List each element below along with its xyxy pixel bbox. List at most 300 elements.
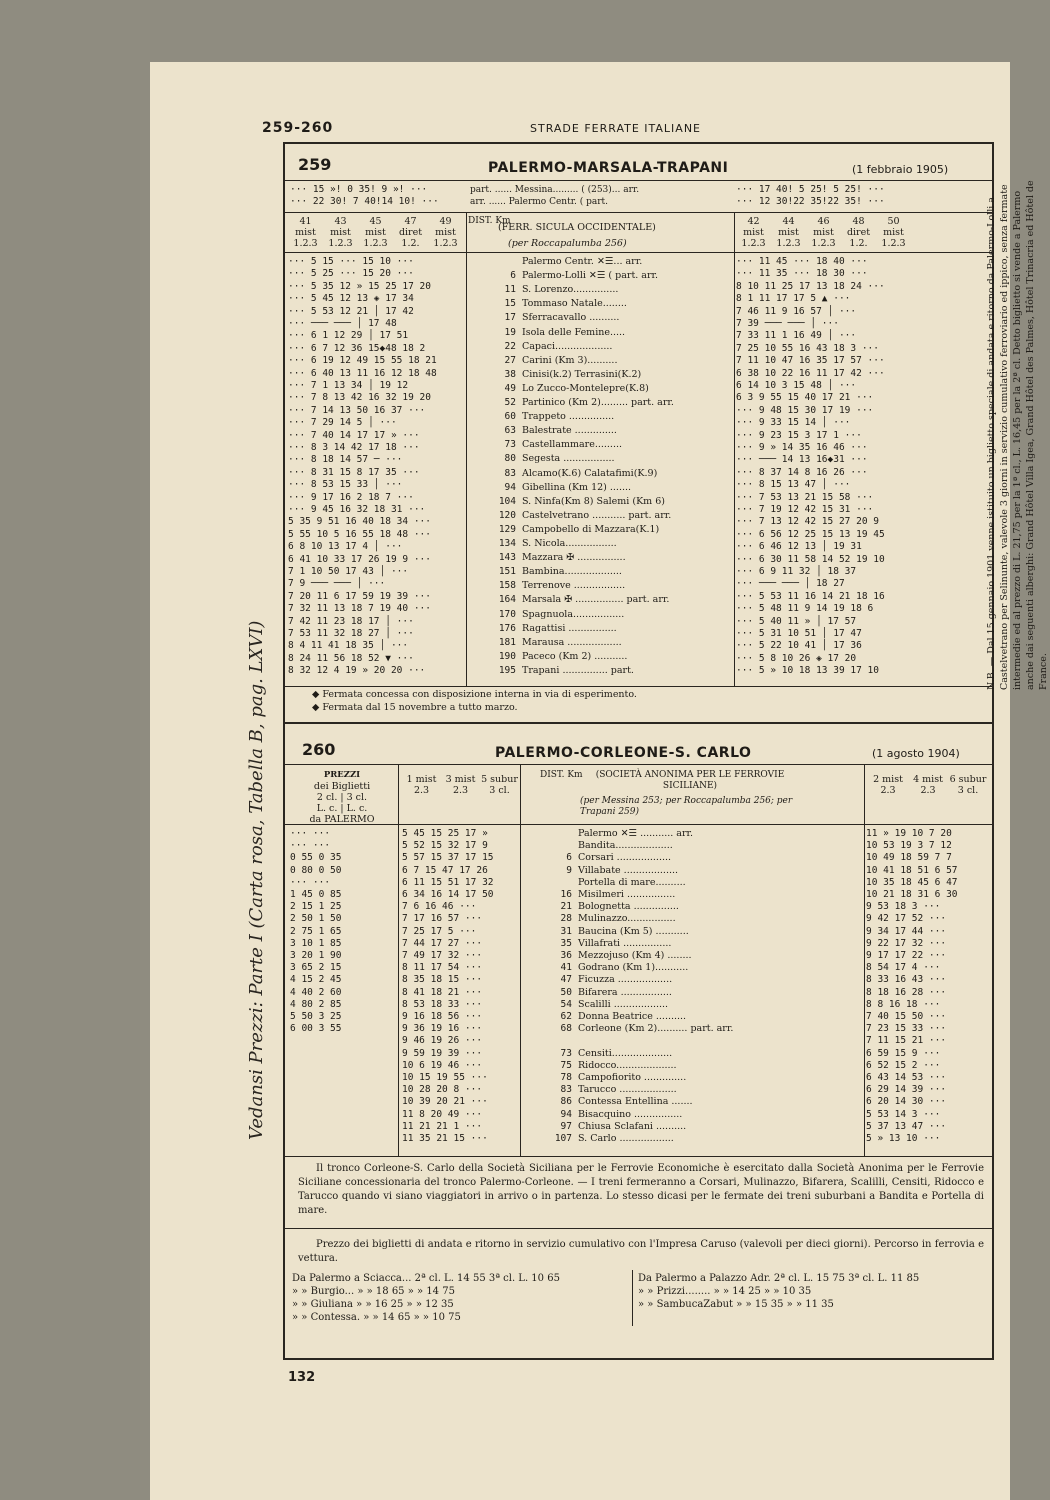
table-row: 6 00 3 55 [290,1023,342,1035]
table-row: ··· 8 37 14 8 16 26 ··· [736,466,868,478]
divider [632,1270,633,1326]
page-numbers: 259-260 [262,120,334,136]
table-row: 47 [560,974,572,986]
table-row: Isola delle Femine..... [522,326,626,338]
table260-date: (1 agosto 1904) [872,747,960,760]
rule [285,1156,992,1157]
table-row: 3 65 2 15 [290,962,342,974]
table-row: 151 [498,566,516,578]
table-row: Bandita................... [578,840,673,852]
table-row: 83 [504,467,516,479]
table-row: 7 1 10 50 17 43 │ ··· [288,566,409,577]
table-row: 7 53 11 32 18 27 │ ··· [288,628,414,639]
table-row: 7 11 10 47 16 35 17 57 ··· [736,355,885,367]
table-row: ··· 8 15 13 47 │ ··· [736,479,851,491]
table-row: 6 11 15 51 17 32 [402,876,494,888]
table-row: Ridocco.................... [578,1059,677,1071]
table260-fares-left: Da Palermo a Sciacca... 2ª cl. L. 14 55 3ª cl. L. 10 65 » » Burgio... » » 18 65 » » 14 75 » » Giuliana » » 16 25 » » 12 35 » » Contessa. » » 14 65 » » 10 75 [292,1273,560,1323]
table-row: 10 39 20 21 ··· [402,1096,488,1108]
column-head: 1 mist 2.3 [406,774,437,796]
table-row: ··· 5 8 10 26 ◈ 17 20 [736,652,857,664]
table-row: 8 8 16 18 ··· [866,998,941,1010]
table-row: 6 20 14 30 ··· [866,1096,947,1108]
table-row: 54 [560,998,572,1010]
table-row: 15 [504,298,516,310]
table-row: 8 4 11 41 18 35 │ ··· [288,640,409,652]
table-row: 8 18 16 28 ··· [866,986,947,998]
table-row: ··· 9 23 15 3 17 1 ··· [736,429,862,441]
table-row: Chiusa Sclafani .......... [578,1120,687,1132]
table-row: 75 [560,1059,572,1071]
table-row: ··· 5 53 11 16 14 21 18 16 [736,590,885,602]
table-row: ··· 6 7 12 36 15◆48 18 2 [288,342,426,354]
column-head: 49 mist 1.2.3 [433,216,458,249]
table-row: 7 20 11 6 17 59 19 39 ··· [288,590,431,602]
table-row: ··· 6 46 12 13 │ 19 31 [736,541,862,553]
table-row: 2 15 1 25 [290,901,342,913]
table-row: 7 11 15 21 ··· [866,1035,947,1047]
table-row: ··· 5 45 12 13 ◈ 17 34 [288,293,414,305]
table-row: 9 22 17 32 ··· [866,937,947,949]
table-row: 10 53 19 3 7 12 [866,840,952,852]
table-row: 49 [504,382,516,394]
table-row: Campobello di Mazzara(K.1) [522,523,660,535]
page-footer-number: 132 [288,1370,316,1385]
table-row: Mezzojuso (Km 4) ........ [578,950,692,961]
table-row: 10 15 19 55 ··· [402,1072,488,1083]
table260-km [524,828,572,1148]
table-row: 164 [498,594,516,606]
side-note-text: Vedansi Prezzi: Parte I (Carta rosa, Tabella B, pag. LXVI) [246,620,267,1140]
table-row: 10 35 18 45 6 47 [866,876,958,888]
table-row: ··· 5 35 12 » 15 25 17 20 [288,280,431,292]
table-row: ··· 7 29 14 5 │ ··· [288,417,397,429]
table-row: S. Nicola................. [522,538,617,549]
table-row: Bambina................... [522,566,622,578]
table-row: 83 [560,1084,572,1096]
table-row: ··· 9 48 15 30 17 19 ··· [736,404,874,416]
table-row: Bisacquino ................ [578,1108,683,1120]
table-row: 11 21 21 1 ··· [402,1120,483,1132]
page-header [262,118,1002,140]
table-row: ··· 9 45 16 32 18 31 ··· [288,504,426,515]
table-row: 9 59 19 39 ··· [402,1047,483,1059]
column-head: 46 mist 1.2.3 [811,216,836,249]
table-row: 27 [504,354,516,366]
table260-remark: Il tronco Corleone-S. Carlo della Società Siciliana per le Ferrovie Economiche è esercitato dalla Società Anonima per le Ferrovie Siciliane concessionaria del tronco Palermo-Corleone. — I treni fermeranno a Corsari, Mulinazzo, Bifarera, Scalilli, Censiti, Ridocco e Tarucco quando vi siano viaggiatori in arrivo o in partenza. Lo stesso dicasi per le fermate dei treni suburbani a Bandita e Portella di mare. [298,1163,984,1216]
table-row: 7 46 11 9 16 57 │ ··· [736,305,857,317]
table-row: 7 17 16 57 ··· [402,913,483,925]
table-row: 1 45 0 85 [290,889,342,900]
table-row: 63 [504,425,516,437]
table-row: 5 45 15 25 17 » [402,828,488,839]
table-row: 10 28 20 8 ··· [402,1084,483,1096]
table-row: 94 [560,1108,572,1120]
table259-title: PALERMO-MARSALA-TRAPANI [488,160,729,176]
table-row: 170 [498,608,516,620]
table-row: 5 57 15 37 17 15 [402,852,494,864]
column-head: 3 mist 2.3 [445,774,476,796]
column-head: 4 mist 2.3 [913,774,943,796]
table-row: 50 [560,986,572,998]
table-row: 4 40 2 60 [290,986,342,998]
table260-prices-head: PREZZI dei Biglietti 2 cl. | 3 cl. L. c. | L. c. da PALERMO [309,770,375,825]
table-row: Campofiorito .............. [578,1072,687,1083]
table-row: 11 8 20 49 ··· [402,1108,483,1120]
table-row: 8 54 17 4 ··· [866,962,941,974]
table-row: 21 [560,901,572,913]
table-row: ··· 7 19 12 42 15 31 ··· [736,504,874,515]
table-row: 120 [498,509,516,521]
table260-number: 260 [302,740,336,759]
table-row: 7 32 11 13 18 7 19 40 ··· [288,603,431,615]
table-row: 7 49 17 32 ··· [402,950,483,961]
table-row: 5 37 13 47 ··· [866,1120,947,1132]
table-row: Castelvetrano ........... part. arr. [522,509,672,521]
table-row: Corleone (Km 2).......... part. arr. [578,1023,734,1035]
table-row: 16 [560,889,572,900]
table-row: 9 53 18 3 ··· [866,901,941,913]
table-row: 9 36 19 16 ··· [402,1023,483,1035]
table-row: ··· 7 8 13 42 16 32 19 20 [288,392,431,404]
table-row: Baucina (Km 5) ........... [578,925,689,937]
table-row: Mazzara ✠ ................ [522,552,626,564]
table-row: 9 17 17 22 ··· [866,950,947,961]
table-row: Villafrati ................ [578,937,672,949]
table-row: 195 [498,664,516,676]
table-row: 35 [560,937,572,949]
table-row: ··· 7 40 14 17 17 » ··· [288,429,420,441]
table-row: 6 43 14 53 ··· [866,1072,947,1083]
table259-stations [522,256,732,680]
table-row: ··· 5 22 10 41 │ 17 36 [736,640,862,652]
table-row: 6 14 10 3 15 48 │ ··· [736,380,857,391]
table-row: 5 53 14 3 ··· [866,1108,941,1120]
table-row: 2 50 1 50 [290,913,342,925]
table-row: 10 49 18 59 7 7 [866,852,952,864]
column-head: 45 mist 1.2.3 [363,216,388,249]
column-head: 43 mist 1.2.3 [328,216,353,249]
table-row: 9 16 18 56 ··· [402,1011,483,1022]
table-row: Palermo Centr. ✕☰... arr. [522,256,643,267]
table-row: 22 [504,340,516,352]
table-row: 9 46 19 26 ··· [402,1035,483,1047]
table-row: 7 44 17 27 ··· [402,937,483,949]
table-row: Donna Beatrice .......... [578,1011,687,1022]
table-row: Contessa Entellina ....... [578,1096,693,1108]
table-row: Terrenove ................. [522,580,626,592]
table-row: 3 20 1 90 [290,950,342,961]
table-row: 10 41 18 51 6 57 [866,864,958,876]
table260-left-times [402,828,520,1148]
table-row: 158 [498,580,516,592]
table259-left-times [288,256,466,680]
table260-title: PALERMO-CORLEONE-S. CARLO [495,745,752,761]
table-row: 6 34 16 14 17 50 [402,889,494,900]
table-row: 73 [560,1047,572,1059]
column-head: 50 mist 1.2.3 [881,216,906,249]
table-row: 7 25 10 55 16 43 18 3 ··· [736,342,879,354]
table-row: 176 [498,622,516,634]
table-row: 10 21 18 31 6 30 [866,889,958,900]
table-row: 6 52 15 2 ··· [866,1059,941,1071]
table-row: 5 55 10 5 16 55 18 48 ··· [288,528,431,540]
table-row: ··· 7 14 13 50 16 37 ··· [288,404,426,416]
table-row: Scalilli .................. [578,998,669,1010]
table-row: ··· 8 3 14 42 17 18 ··· [288,442,420,453]
running-title: STRADE FERRATE ITALIANE [530,122,702,135]
table-row: 6 3 9 55 15 40 17 21 ··· [736,392,874,404]
rule [285,686,992,687]
table-row: Corsari .................. [578,852,672,864]
table260-prices [290,828,398,1148]
column-head: 42 mist 1.2.3 [741,216,766,249]
table-row: Tarucco ................... [578,1084,677,1096]
table-row: Balestrate .............. [522,425,617,437]
table-row: S. Ninfa(Km 8) Salemi (Km 6) [522,495,665,507]
table-row: 134 [498,538,516,549]
table-row: 11 35 21 15 ··· [402,1133,488,1144]
table-row: 9 42 17 52 ··· [866,913,947,925]
column-head: 6 subur 3 cl. [949,774,987,796]
table-row: 8 35 18 15 ··· [402,974,483,986]
table-row: ··· 5 40 11 » │ 17 57 [736,615,857,627]
table-row: ··· 9 » 14 35 16 46 ··· [736,442,868,453]
table-row: 181 [498,636,516,648]
table-row: Villabate .................. [578,864,679,876]
table-row: ··· 5 25 ··· 15 20 ··· [288,268,414,280]
table-row: 7 39 ─── ─── │ ··· [736,318,839,329]
rule [285,180,992,181]
table-row: Sferracavallo .......... [522,312,620,324]
table-row: 8 41 18 21 ··· [402,986,483,998]
table-row: Trapani ............... part. [522,664,634,676]
table-row: 8 10 11 25 17 13 18 24 ··· [736,280,885,292]
table-row: ··· 8 53 15 33 │ ··· [288,479,403,491]
column-head: 48 diret 1.2. [846,216,871,249]
table-row: 60 [504,411,516,423]
table-row: 62 [560,1011,572,1022]
table-row: ··· 6 40 13 11 16 12 18 48 [288,367,437,379]
table-row: Marausa .................. [522,636,622,648]
table260-right-times [866,828,990,1148]
table-row: ··· ─── ─── │ 18 27 [736,578,845,590]
table-row: 97 [560,1120,572,1132]
table-row: 6 59 15 9 ··· [866,1047,941,1059]
table-row: 3 10 1 85 [290,937,342,949]
table-row: ··· ··· [290,840,331,852]
table-row: 7 6 16 46 ··· [402,901,477,913]
table-row: 129 [498,523,516,535]
table-row: 107 [554,1133,572,1144]
table-row: S. Lorenzo............... [522,284,619,296]
divider [466,212,467,686]
table-row: 31 [560,925,572,937]
table-row: 28 [560,913,572,925]
table-row: ··· ··· [290,876,331,888]
rule [285,252,992,253]
table-row: 2 75 1 65 [290,925,342,937]
table-row: Palermo-Lolli ✕☰ ( part. arr. [522,270,659,282]
table-row: ··· 11 35 ··· 18 30 ··· [736,268,868,280]
table-row: 10 6 19 46 ··· [402,1059,483,1071]
table-row: ··· ─── 14 13 16◆31 ··· [736,454,868,466]
table-row: 6 41 10 33 17 26 19 9 ··· [288,553,431,565]
table-row: 6 29 14 39 ··· [866,1084,947,1096]
table-row: 41 [560,962,572,974]
table-row: 11 [504,284,516,296]
table-row: 4 15 2 45 [290,974,342,986]
rule [285,212,992,213]
table260-fare-title: Prezzo dei biglietti di andata e ritorno in servizio cumulativo con l'Impresa Caruso (valevoli per dieci giorni). Percorso in ferrovia e vettura. [298,1239,984,1264]
table-row: Cinisi(k.2) Terrasini(K.2) [522,368,642,380]
table-row: Tommaso Natale........ [522,298,627,310]
table-row: ··· 6 30 11 58 14 52 19 10 [736,553,885,565]
table-row: Godrano (Km 1)........... [578,962,689,974]
rule [285,764,992,765]
table-row: ··· 7 1 13 34 │ 19 12 [288,380,409,391]
table-row: Alcamo(K.6) Calatafimi(K.9) [522,467,658,479]
table-row: 52 [504,397,516,408]
table-row: 73 [504,439,516,451]
table-row: Castellammare......... [522,439,623,451]
table-row: 68 [560,1023,572,1035]
table260-stations [578,828,864,1148]
table-row: 7 23 15 33 ··· [866,1023,947,1035]
rule [285,824,992,825]
table-row: 78 [560,1072,572,1083]
column-head: 47 diret 1.2. [398,216,423,249]
table-row: Paceco (Km 2) ........... [522,650,628,662]
table-row: 5 52 15 32 17 9 [402,840,488,852]
table259-number: 259 [298,155,332,174]
divider [520,764,521,1156]
column-head: 44 mist 1.2.3 [776,216,801,249]
table-row: 38 [504,368,516,380]
table-row: 7 25 17 5 ··· [402,925,477,937]
table-row: Marsala ✠ ................ part. arr. [522,594,670,606]
table-row: ··· 5 31 10 51 │ 17 47 [736,628,862,639]
rule [285,722,992,724]
table-row: 8 24 11 56 18 52 ▼ ··· [288,652,414,664]
table259-km [472,256,516,680]
table-row: S. Carlo .................. [578,1133,674,1144]
table-row: Palermo ✕☰ ........... arr. [578,828,694,839]
table-row: Lo Zucco-Montelepre(K.8) [522,382,649,394]
table-row: Segesta ................. [522,453,615,465]
table-row: Censiti.................... [578,1047,673,1059]
table-row: 19 [504,326,516,338]
table-row: ··· 11 45 ··· 18 40 ··· [736,256,868,267]
table-row: Bifarera ................. [578,986,672,998]
table-row: Mulinazzo................ [578,913,676,925]
table-row: 104 [498,495,516,507]
table-row: 7 42 11 23 18 17 │ ··· [288,615,414,627]
table-row: 6 7 15 47 17 26 [402,864,488,876]
table-row: ··· ─── ─── │ 17 48 [288,318,397,329]
table-row: Gibellina (Km 12) ....... [522,481,632,493]
table-row: 7 9 ─── ─── │ ··· [288,578,386,590]
table-row: ··· 5 53 12 21 │ 17 42 [288,305,414,317]
table-row: Spagnuola................. [522,608,625,620]
table-row: Portella di mare.......... [578,876,686,888]
table-row: ··· 6 1 12 29 │ 17 51 [288,330,409,342]
divider [864,764,865,1156]
table-row: Carini (Km 3).......... [522,354,618,366]
table-row: 143 [498,552,516,564]
table-row: 0 80 0 50 [290,864,342,876]
table-row: 8 32 12 4 19 » 20 20 ··· [288,665,426,677]
table-row: 17 [504,312,516,324]
table-row: 36 [560,950,572,961]
table-row: 4 80 2 85 [290,998,342,1010]
table-row: ··· ··· [290,828,331,839]
table-row: 11 » 19 10 7 20 [866,828,952,839]
table-row: ··· 6 9 11 32 │ 18 37 [736,566,857,577]
table-row: ··· 6 56 12 25 15 13 19 45 [736,528,885,540]
table-row: 190 [498,650,516,662]
table-row: ··· 5 » 10 18 13 39 17 10 [736,665,879,677]
table-row: 5 50 3 25 [290,1011,342,1022]
divider [398,764,399,1156]
table-row: 6 [510,270,516,282]
table259-date: (1 febbraio 1905) [852,163,949,176]
table-row: 5 » 13 10 ··· [866,1133,941,1144]
table-row: 8 1 11 17 17 5 ▲ ··· [736,293,851,305]
column-head: 41 mist 1.2.3 [293,216,318,249]
column-head: 2 mist 2.3 [873,774,903,796]
table-row: 7 40 15 50 ··· [866,1011,947,1022]
table-row: 6 38 10 22 16 11 17 42 ··· [736,367,885,379]
table260-fares-right: Da Palermo a Palazzo Adr. 2ª cl. L. 15 75 3ª cl. L. 11 85 » » Prizzi........ » » 14 25 » » 10 35 » » SambucaZabut » » 15 35 » » 11 35 [638,1273,920,1310]
table-row: Partinico (Km 2)......... part. arr. [522,397,674,408]
table-row: ··· 8 31 15 8 17 35 ··· [288,466,420,478]
table-row: 9 34 17 44 ··· [866,925,947,937]
table259-footnotes: ◆ Fermata concessa con disposizione interna in via di esperimento. ◆ Fermata dal 15 novembre a tutto marzo. [312,689,637,713]
table-row: 8 11 17 54 ··· [402,962,483,974]
table-row: 94 [504,481,516,493]
table-row: 6 [566,852,572,864]
table-row: 8 33 16 43 ··· [866,974,947,986]
rule [285,1228,992,1229]
table-row: Capaci................... [522,340,613,352]
table-row: Bolognetta ............... [578,901,679,913]
table-row: 86 [560,1096,572,1108]
column-head: 5 subur 3 cl. [481,774,518,796]
table-row: Trappeto ............... [522,411,615,423]
table-row: ··· 6 19 12 49 15 55 18 21 [288,355,437,367]
table-row: ··· 5 15 ··· 15 10 ··· [288,256,414,267]
table-row: 5 35 9 51 16 40 18 34 ··· [288,516,431,528]
table-row: ··· 9 17 16 2 18 7 ··· [288,491,414,503]
table-row: 7 33 11 1 16 49 │ ··· [736,330,857,342]
table-row: Misilmeri ................ [578,889,676,900]
divider [734,212,735,686]
table-row: 9 [566,864,572,876]
table-row: Ragattisi ................ [522,622,617,634]
table-row: ··· 9 33 15 14 │ ··· [736,417,851,429]
table-row: ··· 7 53 13 21 15 58 ··· [736,491,874,503]
table-row: 8 53 18 33 ··· [402,998,483,1010]
table-row: 0 55 0 35 [290,852,342,864]
table-row: 80 [504,453,516,465]
table-row: ··· 8 18 14 57 ─ ··· [288,454,403,466]
table-row: ··· 5 48 11 9 14 19 18 6 [736,603,874,615]
table-row: ··· 7 13 12 42 15 27 20 9 [736,516,879,528]
table-row: 6 8 10 13 17 4 │ ··· [288,541,403,553]
table259-right-times [736,256,914,680]
table-row: Ficuzza .................. [578,974,673,986]
